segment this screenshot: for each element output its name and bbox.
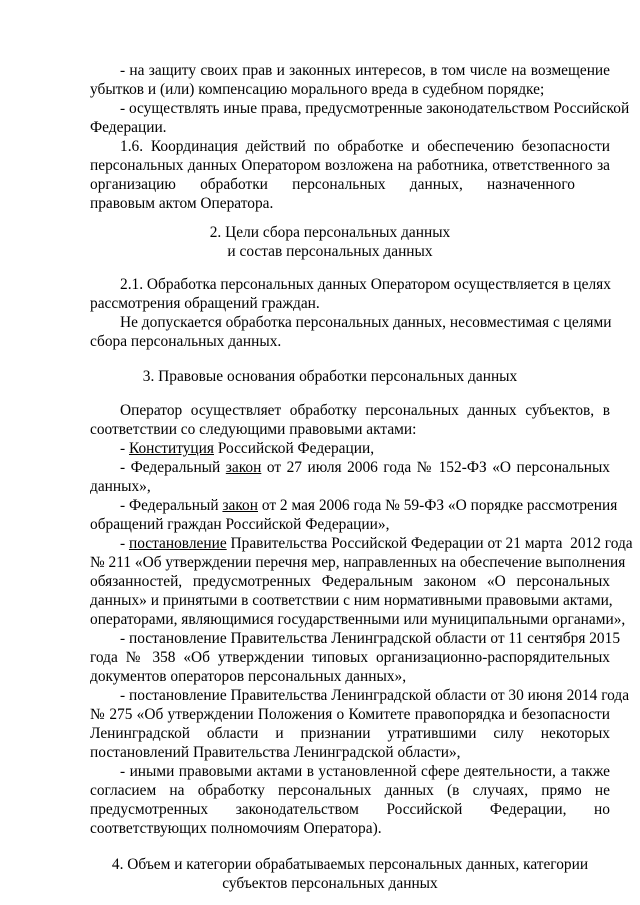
text-line: согласием на обработку персональных данных (в случаях, прямо не — [90, 782, 610, 799]
law-152-link[interactable]: закон — [225, 459, 262, 476]
constitution-link[interactable]: Конституция — [128, 440, 214, 457]
list-text: Правительства Российской Федерации от 21 марта 2012 года — [226, 535, 633, 552]
list-item: - постановление Правительства Ленинградской области от 30 июня 2014 года — [120, 687, 630, 704]
list-item: - постановление Правительства Ленинградской области от 11 сентября 2015 — [120, 630, 621, 647]
section-heading: и состав персональных данных — [227, 243, 433, 260]
text-line: № 275 «Об утверждении Положения о Комитете правопорядка и безопасности — [90, 706, 610, 723]
list-text: от 2 мая 2006 года № 59-ФЗ «О порядке рассмотрения — [258, 497, 618, 514]
text-line: 2.1. Обработка персональных данных Оператором осуществляется в целях — [120, 276, 611, 293]
resolution-211-link[interactable]: постановление — [128, 535, 227, 552]
text-line: данных» и принятыми в соответствии с ним нормативными правовыми актами, — [90, 592, 613, 609]
list-item: - иными правовыми актами в установленной сфере деятельности, а также — [120, 763, 610, 780]
text-line: соответствии со следующими правовыми актами: — [90, 421, 417, 438]
text-line: года № 358 «Об утверждении типовых организационно-распорядительных — [90, 649, 610, 666]
list-dash: - — [120, 535, 129, 552]
text-line: 1.6. Координация действий по обработке и обеспечению безопасности — [120, 138, 610, 155]
list-dash: - — [120, 440, 129, 457]
text-line: № 211 «Об утверждении перечня мер, направленных на обеспечение выполнения — [90, 554, 626, 571]
text-line: предусмотренных законодательством Российской Федерации, но — [90, 801, 610, 818]
text-line: - осуществлять иные права, предусмотренные законодательством Российской — [120, 100, 630, 117]
list-item — [120, 497, 618, 515]
list-text: - Федеральный — [120, 459, 226, 476]
list-text: от 27 июля 2006 года № 152-ФЗ «О персональных — [261, 459, 610, 476]
list-item — [120, 535, 633, 553]
text-line: сбора персональных данных. — [90, 333, 282, 350]
text-line: правовым актом Оператора. — [90, 195, 274, 212]
list-item — [120, 459, 610, 477]
text-line: Ленинградской области и признании утратившими силу некоторых — [90, 725, 610, 742]
section-heading: 4. Объем и категории обрабатываемых персональных данных, категории — [111, 856, 589, 873]
text-line: Федерации. — [90, 119, 167, 136]
list-text: - Федеральный — [120, 497, 223, 514]
law-59-link[interactable]: закон — [222, 497, 258, 514]
text-line: персональных данных Оператором возложена на работника, ответственного за — [90, 157, 610, 174]
section-heading: 2. Цели сбора персональных данных — [209, 224, 451, 241]
text-line: соответствующих полномочиям Оператора). — [90, 820, 382, 837]
text-line: обязанностей, предусмотренных Федеральным законом «О персональных — [90, 573, 610, 590]
text-line: данных», — [90, 478, 151, 495]
text-line: операторами, являющимися государственными или муниципальными органами», — [90, 611, 626, 628]
text-line: организацию обработки персональных данных, назначенного — [90, 176, 575, 193]
list-text: Российской Федерации, — [213, 440, 375, 457]
text-line: обращений граждан Российской Федерации», — [90, 516, 390, 533]
text-line: Не допускается обработка персональных данных, несовместимая с целями — [120, 314, 612, 331]
text-line: документов операторов персональных данных», — [90, 668, 407, 685]
list-item — [120, 440, 610, 458]
text-line: - на защиту своих прав и законных интересов, в том числе на возмещение — [120, 62, 610, 79]
text-line: Оператор осуществляет обработку персональных данных субъектов, в — [120, 402, 610, 419]
text-line: убытков и (или) компенсацию морального вреда в судебном порядке; — [90, 81, 545, 98]
text-line: постановлений Правительства Ленинградской области», — [90, 744, 461, 761]
section-heading: 3. Правовые основания обработки персональных данных — [142, 368, 518, 385]
section-heading: субъектов персональных данных — [222, 875, 438, 892]
text-line: рассмотрения обращений граждан. — [90, 295, 320, 312]
